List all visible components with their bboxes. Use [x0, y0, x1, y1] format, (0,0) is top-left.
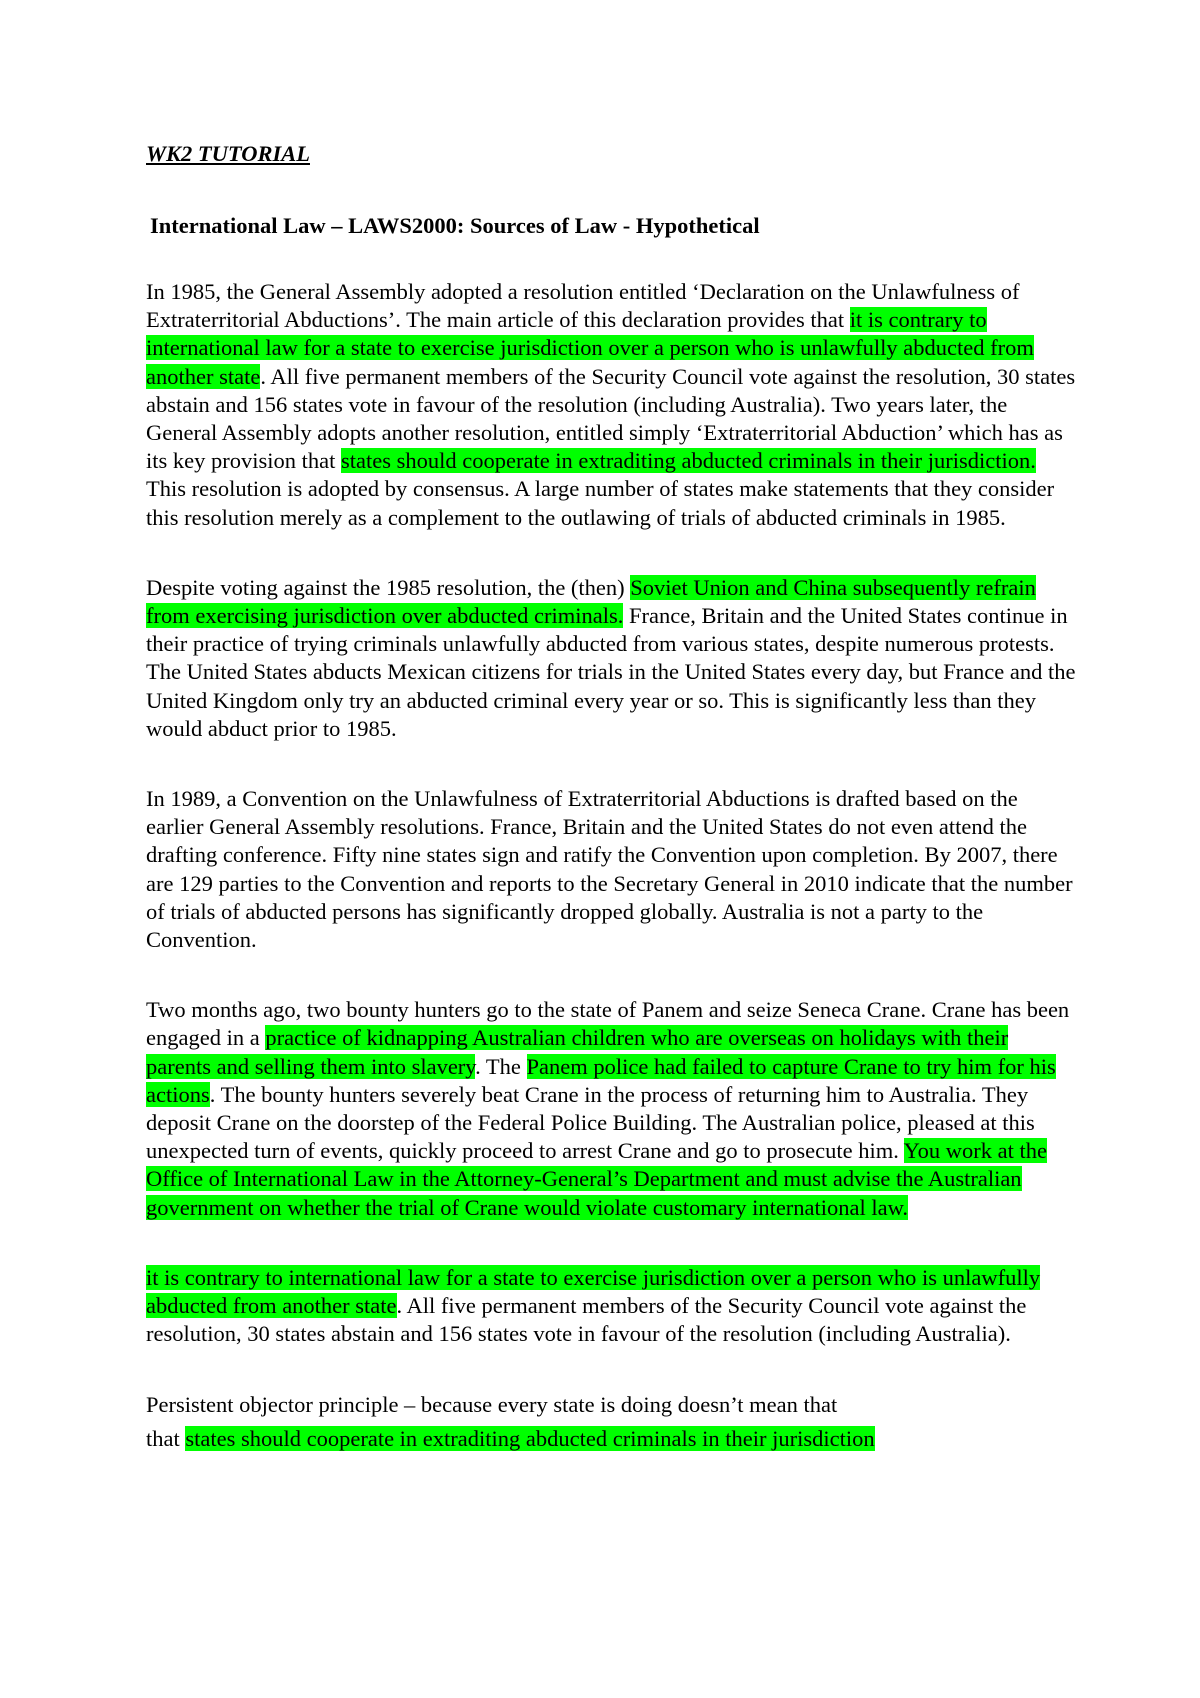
highlighted-text: You work at the Office of International Law in the Attorney-General’s Department and must advise the Australian government on whether the trial of Crane would violate customary international law.	[146, 1138, 1048, 1220]
text-segment: In 1989, a Convention on the Unlawfulness of Extraterritorial Abductions is drafted based on the earlier General Assembly resolutions. France, Britain and the United States do not even attend the drafting conference. Fifty nine states sign and ratify the Convention upon completion. By 2007, there are 129 parties to the Convention and reports to the Secretary General in 2010 indicate that the number of trials of abducted persons has significantly dropped globally. Australia is not a party to the Convention.	[146, 786, 1073, 953]
paragraph-5	[146, 1264, 1076, 1349]
text-segment: that	[146, 1425, 186, 1451]
highlighted-text: states should cooperate in extraditing abducted criminals in their jurisdiction.	[341, 448, 1036, 474]
highlighted-text: practice of kidnapping Australian children who are overseas on holidays with their parents and selling them into slavery	[146, 1025, 1009, 1079]
text-segment: . The	[475, 1053, 527, 1079]
highlighted-text: Panem police had failed to capture Crane to try him for his actions	[146, 1053, 1056, 1107]
highlighted-text: it is contrary to international law for a state to exercise jurisdiction over a person who is unlawfully abducted from another state	[146, 1264, 1041, 1319]
text-segment: . All five permanent members of the Security Council vote against the resolution, 30 states abstain and 156 states vote in favour of the resolution (including Australia). Two years later, the General Assembly adopts another resolution, entitled simply ‘Extraterritorial Abduction’ which has as its key provision that	[146, 363, 1076, 474]
text-segment: Despite voting against the 1985 resolution, the (then)	[146, 574, 631, 600]
document-title: WK2 TUTORIAL	[146, 141, 310, 166]
text-segment: In 1985, the General Assembly adopted a resolution entitled ‘Declaration on the Unlawfulness of Extraterritorial Abductions’. The main article of this declaration provides that	[146, 279, 1020, 333]
text-segment: . All five permanent members of the Security Council vote against the resolution, 30 states abstain and 156 states vote in favour of the resolution (including Australia).	[146, 1293, 1027, 1347]
paragraph-1	[146, 278, 1076, 532]
paragraph-7	[146, 1425, 1076, 1453]
text-segment: France, Britain and the United States continue in their practice of trying criminals unlawfully abducted from various states, despite numerous protests. The United States abducts Mexican citizens for trials in the United States every day, but France and the United Kingdom only try an abducted criminal every year or so. This is significantly less than they would abduct prior to 1985.	[146, 603, 1076, 741]
text-segment: Persistent objector principle – because every state is doing doesn’t mean that	[146, 1391, 838, 1417]
paragraph-3	[146, 785, 1076, 954]
highlighted-text: states should cooperate in extraditing abducted criminals in their jurisdiction	[185, 1425, 875, 1451]
highlighted-text: it is contrary to international law for a state to exercise jurisdiction over a person who is unlawfully abducted from another state	[146, 307, 1034, 389]
document-subtitle: International Law – LAWS2000: Sources of Law - Hypothetical	[150, 213, 760, 238]
paragraph-6	[146, 1391, 1076, 1419]
paragraph-4	[146, 996, 1076, 1222]
text-segment: Two months ago, two bounty hunters go to the state of Panem and seize Seneca Crane. Crane has been engaged in a	[146, 997, 1070, 1051]
paragraph-2	[146, 574, 1076, 743]
document-page	[146, 140, 1076, 1453]
text-segment: This resolution is adopted by consensus. A large number of states make statements that they consider this resolution merely as a complement to the outlawing of trials of abducted criminals in 1985.	[146, 476, 1055, 530]
text-segment: . The bounty hunters severely beat Crane in the process of returning him to Australia. They deposit Crane on the doorstep of the Federal Police Building. The Australian police, pleased at this unexpected turn of events, quickly proceed to arrest Crane and go to prosecute him.	[146, 1081, 1035, 1164]
highlighted-text: Soviet Union and China subsequently refrain from exercising jurisdiction over abducted criminals.	[146, 574, 1036, 629]
